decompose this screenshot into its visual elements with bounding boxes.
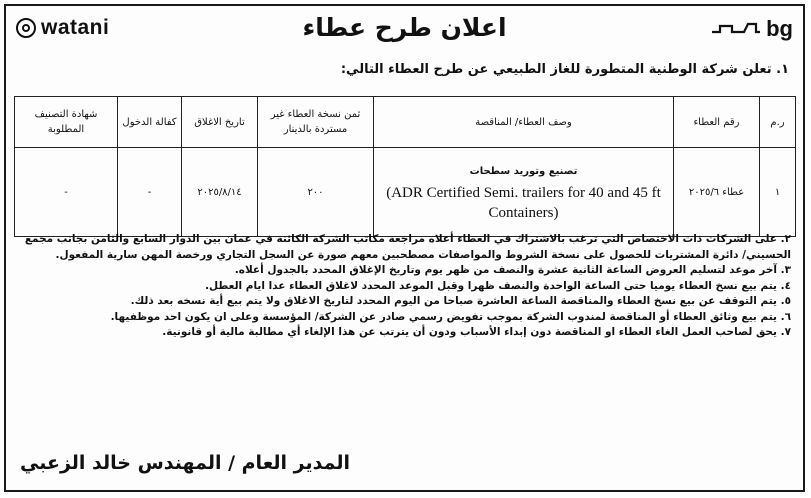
cell-desc bbox=[374, 148, 674, 237]
bg-logo-wave-icon bbox=[710, 20, 762, 38]
note-item: ٦. يتم بيع وثائق العطاء أو المناقصة لمندوب الشركة بموجب تفويض رسمي صادر عن الشركة/ المؤسسة وعلى ان يكون احد موظفيها. bbox=[110, 310, 791, 323]
col-header-entry-fee: كفالة الدخول bbox=[118, 97, 182, 148]
cell-entry-fee: - bbox=[118, 148, 182, 237]
note-item: ٤. يتم بيع نسخ العطاء يوميا حتى الساعة الواحدة والنصف ظهرا وقبل الموعد المحدد لاغلاق العطاء عدا ايام العطل. bbox=[205, 279, 791, 292]
cell-num: ١ bbox=[760, 148, 796, 237]
bg-logo-text: bg bbox=[766, 16, 793, 41]
intro-text: ١. تعلن شركة الوطنية المتطورة للغاز الطبيعي عن طرح العطاء التالي: bbox=[340, 62, 789, 77]
note-item: ٢. على الشركات ذات الاختصاص التي ترغب بالاشتراك في العطاء أعلاه مراجعة مكاتب الشركة الكائنة في عمان بين الدوار السابع والثامن بجانب مجمع الحسيني/ دائرة المشتريات للحصول على نسخة الشروط والمواصفات مصطحبين معهم صورة عن السجل التجاري ورخصة المهن سارية المفعول. bbox=[24, 233, 791, 261]
tender-table bbox=[14, 96, 796, 237]
col-header-price: ثمن نسخة العطاء غير مستردة بالدينار bbox=[258, 97, 374, 148]
desc-arabic: تصنيع وتوريد سطحات bbox=[469, 165, 578, 177]
tender-announcement bbox=[4, 4, 805, 492]
col-header-desc: وصف العطاء/ المناقصة bbox=[374, 97, 674, 148]
page-title: اعلان طرح عطاء bbox=[302, 13, 507, 42]
note-item: ٧. يحق لصاحب العمل الغاء العطاء او المناقصة دون إبداء الأسباب ودون أن يترتب عن هذا الإلغاء أي مطالبة مالية أو قانونية. bbox=[162, 326, 791, 338]
signature: المدير العام / المهندس خالد الزعبي bbox=[20, 452, 350, 474]
col-header-close-date: تاريخ الاغلاق bbox=[182, 97, 258, 148]
cell-price: ٢٠٠ bbox=[258, 148, 374, 237]
table-row bbox=[15, 148, 796, 237]
cell-close-date: ٢٠٢٥/٨/١٤ bbox=[182, 148, 258, 237]
col-header-num: ر.م bbox=[760, 97, 796, 148]
cell-tender-no: عطاء ٢٠٢٥/٦ bbox=[674, 148, 760, 237]
watani-logo-text: watani bbox=[41, 16, 110, 39]
desc-english: (ADR Certified Semi. trailers for 40 and 45 ft Containers) bbox=[386, 184, 661, 221]
note-item: ٥. يتم التوقف عن بيع نسخ العطاء والمناقصة الساعة العاشرة صباحا من اليوم المحدد لتاريخ الاغلاق ولا يتم بيع أية نسخه بعد ذلك. bbox=[130, 295, 791, 307]
table-header-row bbox=[15, 97, 796, 148]
col-header-classification: شهادة التصنيف المطلوبة bbox=[15, 97, 118, 148]
notes-list bbox=[16, 232, 791, 341]
bg-logo bbox=[710, 16, 793, 42]
col-header-tender-no: رقم العطاء bbox=[674, 97, 760, 148]
header bbox=[6, 6, 803, 52]
note-item: ٣. آخر موعد لتسليم العروض الساعة الثانية عشرة والنصف من ظهر يوم وتاريخ الإغلاق المحدد بالجدول أعلاه. bbox=[234, 264, 791, 276]
cell-classification: - bbox=[15, 148, 118, 237]
